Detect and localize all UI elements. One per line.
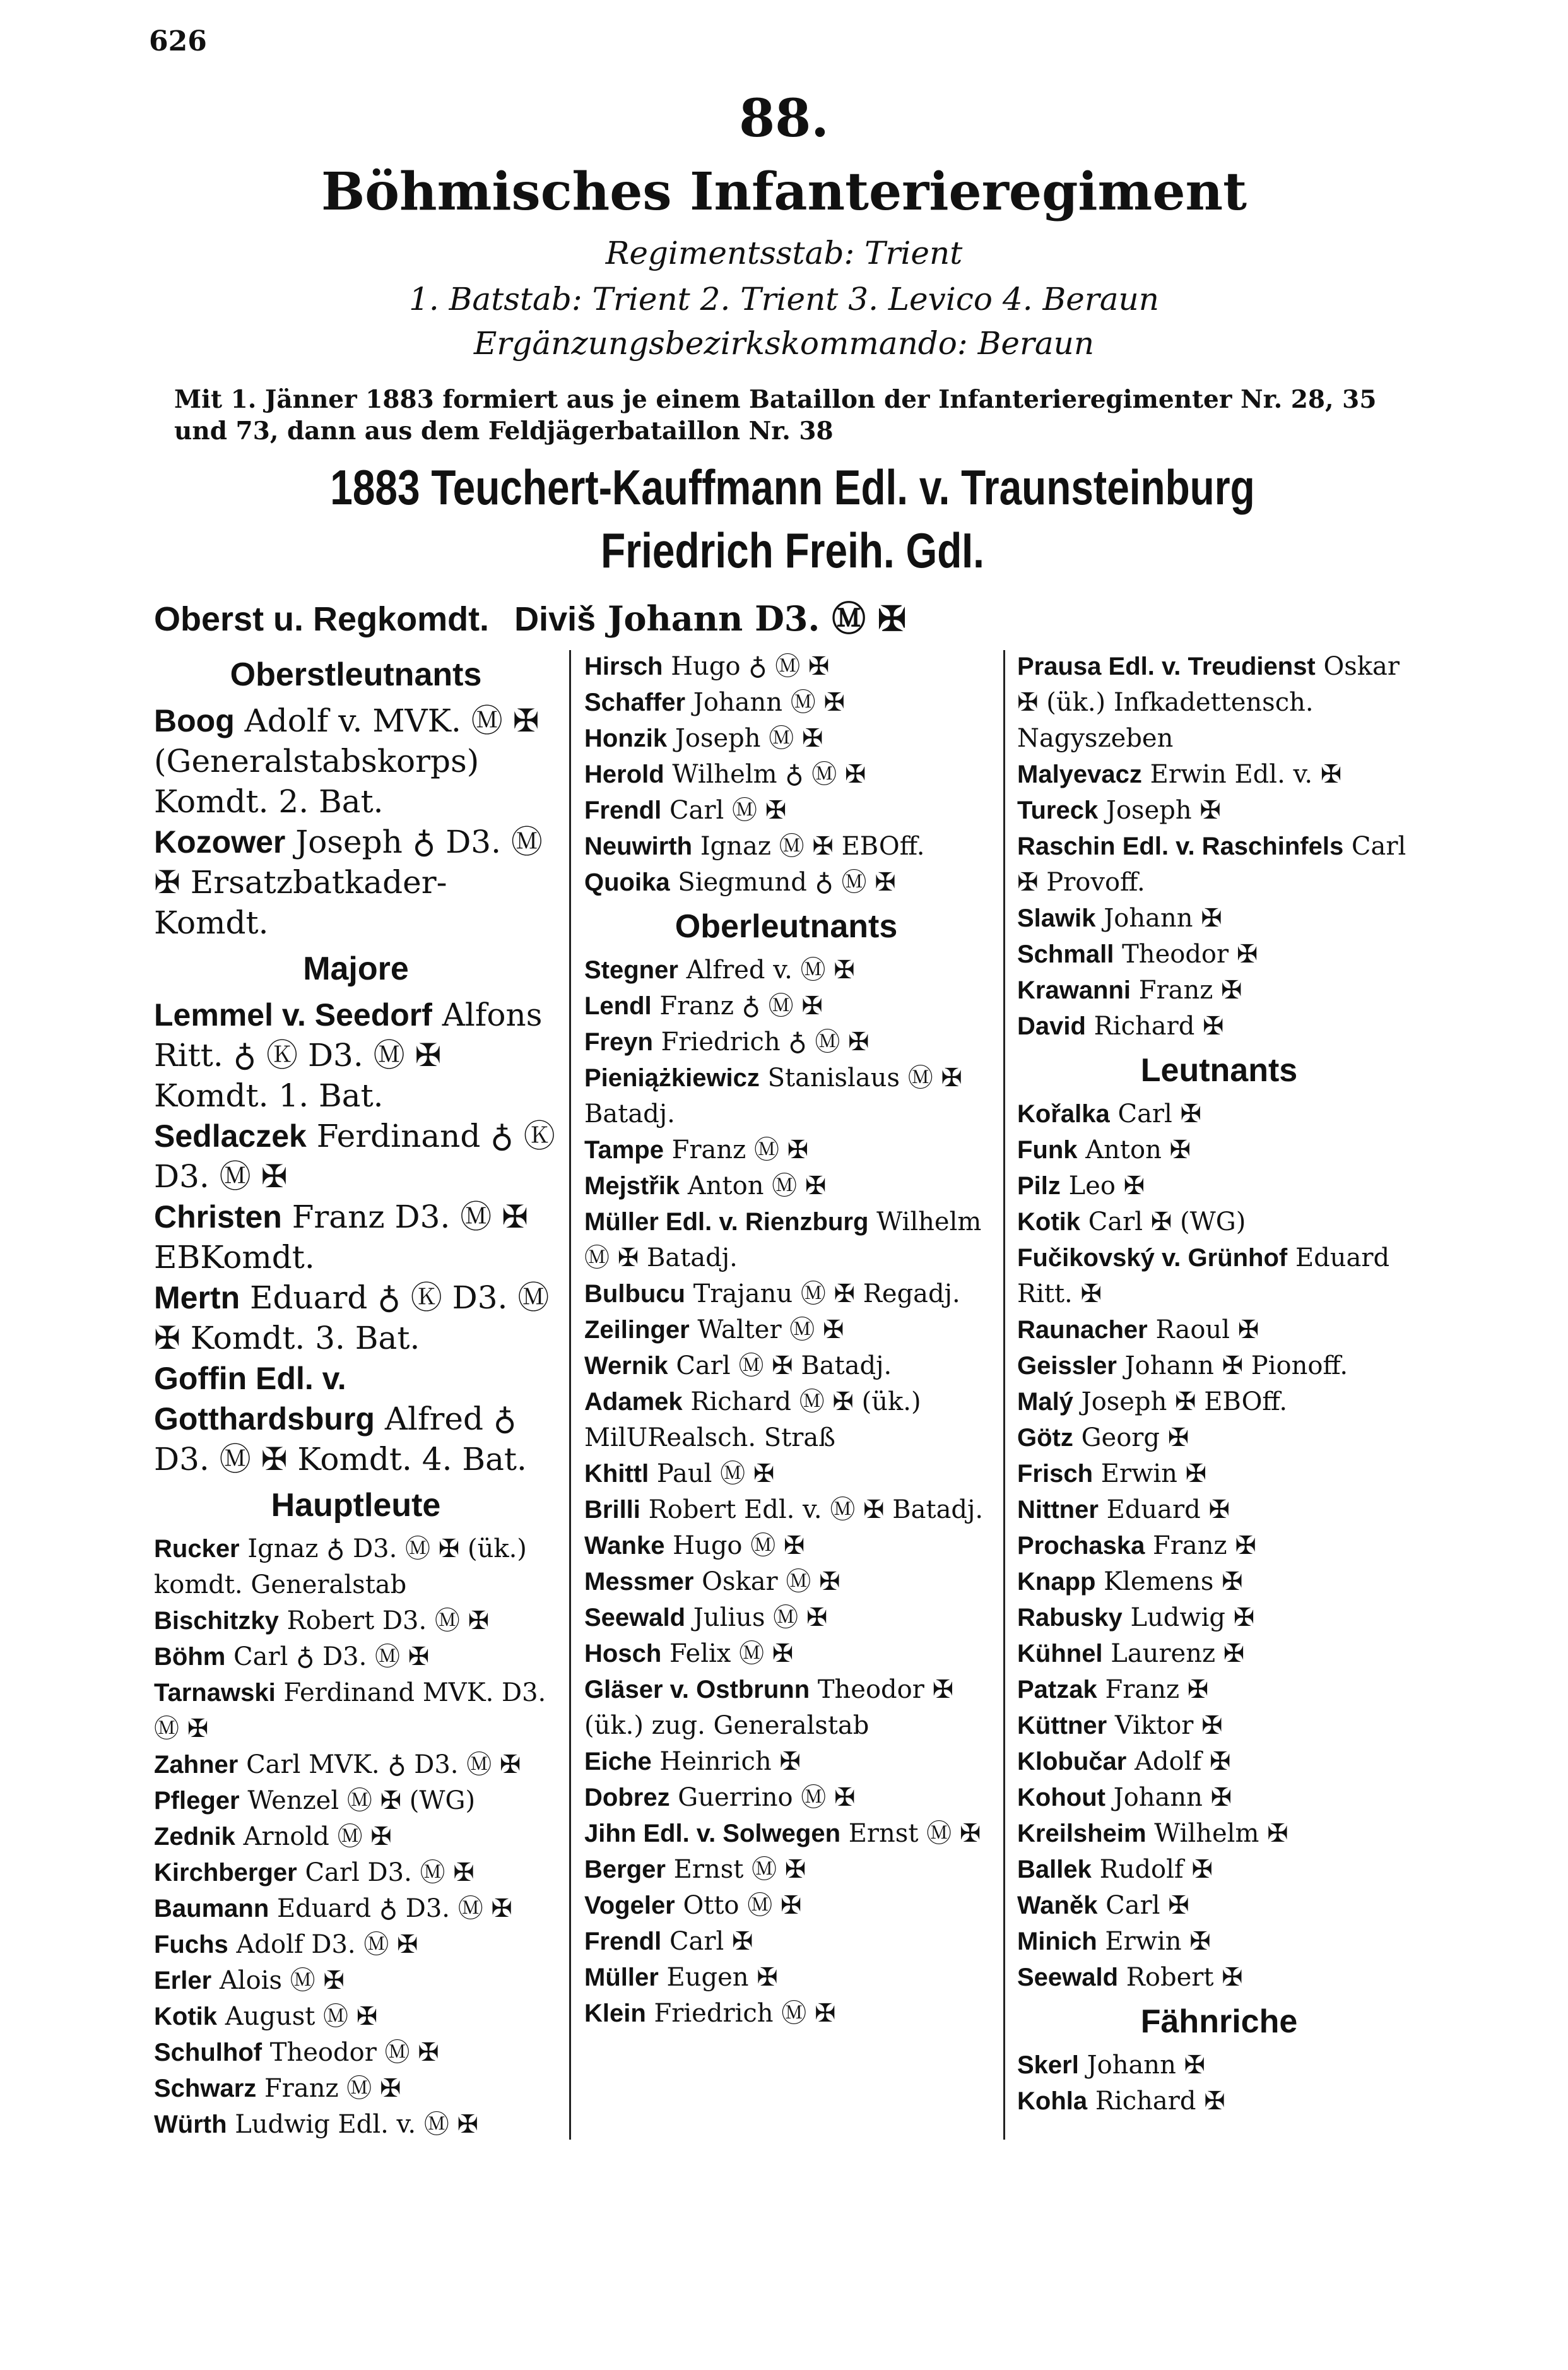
officer-entry — [584, 793, 988, 829]
officer-details: Leo ✠ — [1060, 1171, 1145, 1200]
officer-entry — [1017, 2047, 1421, 2083]
officer-details: Arnold Ⓜ ✠ — [235, 1822, 392, 1851]
officer-surname: Fuchs — [154, 1931, 228, 1958]
officer-entry — [584, 1564, 988, 1600]
officer-surname: Malyevacz — [1017, 761, 1142, 788]
section-heading-faehnriche: Fähnriche — [1140, 2003, 1298, 2040]
officer-entry — [1017, 1204, 1421, 1240]
officer-surname: Honzik — [584, 725, 668, 752]
roster-column-3 — [1017, 649, 1421, 2119]
officer-entry — [1017, 901, 1421, 937]
officer-entry — [584, 1888, 988, 1924]
officer-details: Klemens ✠ — [1095, 1567, 1243, 1596]
officer-surname: Kohla — [1017, 2087, 1088, 2115]
officer-surname: Kühnel — [1017, 1640, 1103, 1668]
officer-entry — [1017, 829, 1421, 901]
officer-details: Ernst Ⓜ ✠ — [665, 1855, 806, 1884]
officer-details: Wilhelm ♁ Ⓜ ✠ — [664, 760, 866, 789]
officer-surname: Müller — [584, 1964, 659, 1991]
officer-entry — [584, 1024, 988, 1060]
officer-entry — [154, 1783, 558, 1819]
officer-surname: Schwarz — [154, 2075, 257, 2102]
officer-details: Joseph ♁ D3. Ⓜ ✠ Ersatzbatkader-Komdt. — [154, 824, 553, 941]
roster-column-1 — [154, 649, 565, 2143]
officer-entry — [154, 1747, 558, 1783]
officer-surname: Raschin Edl. v. Raschinfels — [1017, 832, 1344, 860]
officer-details: Laurenz ✠ — [1102, 1639, 1245, 1668]
officer-entry — [584, 1600, 988, 1636]
officer-entry — [154, 1675, 558, 1747]
officer-details: Franz Ⓜ ✠ — [663, 1135, 809, 1164]
officer-entry — [154, 1116, 565, 1197]
officer-entry — [584, 1060, 988, 1132]
officer-details: Johann ✠ — [1105, 1783, 1232, 1812]
officer-details: Joseph ✠ — [1098, 796, 1221, 825]
officer-details: Felix Ⓜ ✠ — [661, 1639, 794, 1668]
officer-surname: Klobučar — [1017, 1748, 1127, 1775]
officer-list — [584, 952, 988, 2032]
officer-surname: Waněk — [1017, 1892, 1098, 1919]
officer-entry — [1017, 1096, 1421, 1132]
regiment-commander-line — [154, 592, 906, 641]
officer-surname: Kotik — [1017, 1208, 1080, 1236]
officer-entry — [1017, 1456, 1421, 1492]
officer-surname: Prausa Edl. v. Treudienst — [1017, 653, 1316, 680]
officer-details: Johann ✠ — [1078, 2051, 1206, 2080]
officer-entry — [1017, 793, 1421, 829]
officer-entry — [1017, 1009, 1421, 1045]
officer-details: Theodor Ⓜ ✠ — [262, 2038, 439, 2067]
section-heading-majore: Majore — [303, 951, 409, 987]
officer-details: Joseph ✠ EBOff. — [1073, 1387, 1288, 1416]
officer-details: Eduard Ritt. ✠ — [1017, 1243, 1398, 1308]
officer-details: Carl ✠ Provoff. — [1017, 832, 1415, 897]
officer-entry — [154, 1963, 558, 1999]
officer-list — [154, 995, 565, 1479]
officer-details: Johann Ⓜ ✠ — [685, 688, 845, 717]
officer-details: Guerrino Ⓜ ✠ — [669, 1783, 856, 1812]
officer-details: Franz ♁ Ⓜ ✠ — [651, 992, 823, 1021]
officer-entry — [154, 995, 558, 1116]
officer-entry — [584, 1168, 988, 1204]
officer-entry — [1017, 1636, 1421, 1672]
officer-details: Siegmund ♁ Ⓜ ✠ — [669, 868, 896, 897]
officer-details: Friedrich ♁ Ⓜ ✠ — [652, 1028, 869, 1057]
battalion-staff-line: 1. Batstab: Trient 2. Trient 3. Levico 4. Beraun — [409, 281, 1159, 317]
officer-details: Ferdinand MVK. D3. Ⓜ ✠ — [154, 1678, 554, 1743]
officer-entry — [1017, 1780, 1421, 1816]
officer-list — [154, 1531, 558, 2143]
officer-entry — [584, 1348, 988, 1384]
officer-details: Erwin ✠ — [1093, 1459, 1207, 1488]
officer-details: Franz ✠ — [1131, 976, 1242, 1005]
officer-surname: Böhm — [154, 1643, 226, 1671]
officer-details: Franz ✠ — [1145, 1531, 1256, 1560]
officer-surname: Rabusky — [1017, 1604, 1123, 1632]
officer-list — [1017, 2047, 1421, 2119]
officer-details: Ludwig ✠ — [1122, 1603, 1255, 1632]
officer-surname: Götz — [1017, 1424, 1073, 1452]
officer-entry — [154, 1927, 558, 1963]
officer-details: Carl Ⓜ ✠ Batadj. — [668, 1351, 892, 1380]
page-number: 626 — [149, 25, 207, 57]
officer-surname: Kirchberger — [154, 1859, 297, 1887]
officer-entry — [584, 1204, 988, 1276]
section-heading-oberleutnants: Oberleutnants — [675, 908, 898, 945]
officer-surname: Lendl — [584, 992, 652, 1020]
officer-surname: Nittner — [1017, 1496, 1099, 1524]
officer-details: Trajanu Ⓜ ✠ Regadj. — [685, 1279, 960, 1308]
officer-entry — [1017, 1600, 1421, 1636]
officer-details: Ludwig Edl. v. Ⓜ ✠ — [227, 2110, 479, 2139]
officer-details: Theodor ✠ — [1114, 940, 1258, 969]
regiment-owner: 1883 Teuchert-Kauffmann Edl. v. Traunsteinburg Friedrich Freih. GdI. — [330, 459, 1255, 578]
officer-surname: Goffin Edl. v. Gotthardsburg — [154, 1361, 375, 1437]
officer-list — [1017, 1096, 1421, 1996]
officer-details: Anton ✠ — [1077, 1135, 1191, 1164]
officer-entry — [1017, 1960, 1421, 1996]
officer-surname: Klein — [584, 2000, 646, 2027]
officer-details: Johann ✠ — [1095, 904, 1222, 933]
column-divider — [1003, 650, 1005, 2140]
officer-details: Eugen ✠ — [658, 1963, 778, 1992]
officer-surname: Zednik — [154, 1823, 235, 1851]
officer-entry — [1017, 757, 1421, 793]
officer-surname: Kotik — [154, 2003, 217, 2030]
officer-surname: Pieniążkiewicz — [584, 1064, 760, 1092]
officer-entry — [584, 1492, 988, 1528]
recruiting-district-line: Ergänzungsbezirkskommando: Beraun — [473, 325, 1095, 362]
officer-entry — [584, 1456, 988, 1492]
officer-entry — [1017, 1708, 1421, 1744]
officer-details: Richard ✠ — [1085, 1012, 1224, 1041]
officer-entry — [1017, 1312, 1421, 1348]
officer-surname: Brilli — [584, 1496, 640, 1524]
officer-entry — [1017, 1132, 1421, 1168]
officer-details: Carl D3. Ⓜ ✠ — [297, 1858, 475, 1887]
officer-entry — [154, 1358, 558, 1479]
officer-entry — [154, 2071, 558, 2107]
officer-entry — [154, 2035, 558, 2071]
officer-details: Heinrich ✠ — [651, 1747, 801, 1776]
officer-surname: Bischitzky — [154, 1607, 279, 1635]
officer-surname: Hirsch — [584, 653, 663, 680]
officer-surname: Messmer — [584, 1568, 694, 1596]
officer-surname: Krawanni — [1017, 976, 1131, 1004]
officer-entry — [584, 1780, 988, 1816]
officer-entry — [1017, 1924, 1421, 1960]
regiment-title: Böhmisches Infanterieregiment — [321, 162, 1247, 222]
officer-entry — [584, 1852, 988, 1888]
officer-entry — [584, 1924, 988, 1960]
officer-entry — [1017, 649, 1421, 757]
officer-details: Wenzel Ⓜ ✠ (WG) — [239, 1786, 476, 1815]
officer-surname: Pilz — [1017, 1172, 1061, 1200]
officer-surname: Tureck — [1017, 797, 1099, 824]
officer-surname: Bulbucu — [584, 1280, 685, 1308]
officer-details: Erwin ✠ — [1097, 1927, 1211, 1956]
formation-note: Mit 1. Jänner 1883 formiert aus je einem Bataillon der Infanterieregimenter Nr. 28, 35 und 73, dann aus dem Feldjägerbataillon Nr. 38 — [174, 385, 1377, 446]
officer-surname: Wanke — [584, 1532, 665, 1560]
officer-surname: Baumann — [154, 1895, 269, 1923]
officer-surname: Gläser v. Ostbrunn — [584, 1676, 810, 1703]
officer-details: Alfons Ritt. ♁ Ⓚ D3. Ⓜ ✠ Komdt. 1. Bat. — [154, 997, 553, 1114]
officer-details: Franz ✠ — [1097, 1675, 1209, 1704]
officer-surname: Tampe — [584, 1136, 664, 1164]
officer-details: Viktor ✠ — [1107, 1711, 1223, 1740]
officer-entry — [584, 1312, 988, 1348]
officer-surname: Müller Edl. v. Rienzburg — [584, 1208, 869, 1236]
officer-entry — [584, 829, 988, 865]
officer-entry — [1017, 1168, 1421, 1204]
officer-entry — [154, 1197, 558, 1277]
regiment-staff-line: Regimentsstab: Trient — [605, 235, 963, 271]
officer-entry — [154, 1639, 558, 1675]
officer-entry — [154, 2107, 558, 2143]
officer-details: Erwin Edl. v. ✠ — [1141, 760, 1342, 789]
officer-surname: Khittl — [584, 1460, 649, 1488]
officer-entry — [154, 1531, 558, 1603]
officer-surname: Christen — [154, 1199, 282, 1235]
officer-entry — [1017, 1420, 1421, 1456]
section-heading-hauptleute: Hauptleute — [271, 1487, 441, 1524]
officer-details: Carl ✠ — [1097, 1891, 1189, 1920]
officer-surname: Vogeler — [584, 1892, 675, 1919]
officer-details: Carl ♁ D3. Ⓜ ✠ — [225, 1642, 430, 1671]
officer-surname: Kohout — [1017, 1784, 1105, 1811]
officer-entry — [584, 988, 988, 1024]
officer-surname: Eiche — [584, 1748, 652, 1775]
officer-entry — [1017, 2083, 1421, 2119]
officer-surname: Fučikovský v. Grünhof — [1017, 1244, 1288, 1272]
officer-details: Oskar Ⓜ ✠ — [693, 1567, 840, 1596]
officer-details: Ernst Ⓜ ✠ — [840, 1819, 981, 1848]
officer-details: Ferdinand ♁ Ⓚ D3. Ⓜ ✠ — [154, 1118, 565, 1195]
officer-surname: Berger — [584, 1856, 666, 1883]
officer-entry — [584, 721, 988, 757]
officer-surname: Kozower — [154, 824, 286, 860]
officer-surname: Malý — [1017, 1388, 1073, 1416]
officer-surname: Stegner — [584, 956, 678, 984]
officer-details: Franz Ⓜ ✠ — [256, 2074, 401, 2103]
officer-surname: Geissler — [1017, 1352, 1117, 1380]
officer-details: Richard ✠ — [1087, 2087, 1225, 2116]
officer-surname: Frendl — [584, 797, 662, 824]
officer-details: Carl MVK. ♁ D3. Ⓜ ✠ — [238, 1750, 521, 1779]
officer-surname: Zeilinger — [584, 1316, 690, 1344]
officer-details: Adolf D3. Ⓜ ✠ — [228, 1930, 418, 1959]
officer-details: Anton Ⓜ ✠ — [680, 1171, 827, 1200]
officer-entry — [1017, 1672, 1421, 1708]
officer-surname: Herold — [584, 761, 664, 788]
officer-entry — [154, 1603, 558, 1639]
officer-entry — [1017, 1240, 1421, 1312]
officer-details: Ignaz Ⓜ ✠ EBOff. — [692, 832, 925, 861]
officer-surname: Slawik — [1017, 904, 1096, 932]
officer-details: Stanislaus Ⓜ ✠ Batadj. — [584, 1064, 970, 1129]
officer-entry — [584, 1636, 988, 1672]
officer-entry — [1017, 1852, 1421, 1888]
officer-surname: Schmall — [1017, 940, 1114, 968]
officer-list — [584, 649, 988, 901]
officer-entry — [584, 865, 988, 901]
officer-details: Alfred ♁ D3. Ⓜ ✠ Komdt. 4. Bat. — [154, 1401, 527, 1478]
officer-surname: Adamek — [584, 1388, 683, 1416]
officer-details: Hugo Ⓜ ✠ — [664, 1531, 805, 1560]
officer-entry — [1017, 1816, 1421, 1852]
officer-surname: Rucker — [154, 1535, 240, 1563]
officer-entry — [154, 1999, 558, 2035]
officer-details: Alfred v. Ⓜ ✠ — [678, 956, 855, 985]
officer-entry — [1017, 1492, 1421, 1528]
commander-surname: Diviš — [514, 600, 596, 638]
officer-entry — [584, 1384, 988, 1456]
officer-entry — [1017, 1744, 1421, 1780]
officer-details: Paul Ⓜ ✠ — [649, 1459, 775, 1488]
officer-surname: Hosch — [584, 1640, 662, 1668]
officer-entry — [584, 685, 988, 721]
officer-surname: Küttner — [1017, 1712, 1107, 1739]
officer-surname: Skerl — [1017, 2051, 1079, 2079]
officer-details: Rudolf ✠ — [1091, 1855, 1213, 1884]
officer-surname: Knapp — [1017, 1568, 1096, 1596]
officer-surname: Tarnawski — [154, 1679, 276, 1707]
officer-details: Carl ✠ (WG) — [1080, 1207, 1246, 1236]
officer-details: Carl ✠ — [661, 1927, 753, 1956]
officer-entry — [154, 822, 558, 943]
officer-surname: Erler — [154, 1967, 212, 1994]
officer-surname: Kreilsheim — [1017, 1820, 1147, 1847]
officer-surname: Mejstřik — [584, 1172, 680, 1200]
officer-entry — [584, 1996, 988, 2032]
officer-details: Theodor ✠ (ük.) zug. Generalstab — [584, 1675, 962, 1740]
officer-surname: Prochaska — [1017, 1532, 1145, 1560]
officer-details: Carl ✠ — [1109, 1099, 1202, 1129]
officer-details: Hugo ♁ Ⓜ ✠ — [663, 652, 830, 681]
roster-column-2 — [584, 649, 988, 2032]
officer-surname: Pfleger — [154, 1787, 240, 1815]
officer-entry — [154, 1891, 558, 1927]
officer-details: Adolf ✠ — [1126, 1747, 1231, 1776]
officer-details: Walter Ⓜ ✠ — [689, 1315, 844, 1344]
officer-surname: Seewald — [584, 1604, 686, 1632]
officer-details: Carl Ⓜ ✠ — [661, 796, 787, 825]
officer-entry — [154, 1277, 558, 1358]
officer-surname: Schaffer — [584, 689, 686, 716]
officer-details: Georg ✠ — [1073, 1423, 1189, 1452]
officer-entry — [584, 1744, 988, 1780]
officer-entry — [1017, 1384, 1421, 1420]
officer-details: Julius Ⓜ ✠ — [685, 1603, 828, 1632]
section-heading-oberstleutnants: Oberstleutnants — [230, 656, 482, 693]
officer-surname: Freyn — [584, 1028, 653, 1056]
officer-details: Eduard ♁ Ⓚ D3. Ⓜ ✠ Komdt. 3. Bat. — [154, 1279, 560, 1356]
officer-details: Franz D3. Ⓜ ✠ EBKomdt. — [154, 1199, 538, 1276]
officer-details: Johann ✠ Pionoff. — [1116, 1351, 1348, 1380]
officer-details: Raoul ✠ — [1147, 1315, 1259, 1344]
officer-surname: Quoika — [584, 868, 670, 896]
officer-surname: Neuwirth — [584, 832, 693, 860]
officer-entry — [584, 1276, 988, 1312]
officer-details: Wilhelm ✠ — [1146, 1819, 1288, 1848]
officer-details: Robert ✠ — [1118, 1963, 1243, 1992]
officer-entry — [1017, 1564, 1421, 1600]
officer-entry — [584, 1132, 988, 1168]
officer-surname: Sedlaczek — [154, 1118, 307, 1154]
officer-details: Robert D3. Ⓜ ✠ — [278, 1606, 490, 1635]
officer-entry — [1017, 1528, 1421, 1564]
officer-surname: Minich — [1017, 1928, 1097, 1955]
officer-surname: Lemmel v. Seedorf — [154, 997, 432, 1033]
officer-details: Alois Ⓜ ✠ — [211, 1966, 345, 1995]
officer-surname: Zahner — [154, 1751, 239, 1779]
officer-surname: Raunacher — [1017, 1316, 1148, 1344]
commander-rank-label: Oberst u. Regkomdt. — [154, 600, 490, 638]
officer-details: Eduard ♁ D3. Ⓜ ✠ — [269, 1894, 512, 1923]
column-divider — [569, 650, 571, 2140]
officer-surname: Frisch — [1017, 1460, 1093, 1488]
officer-list — [154, 701, 558, 943]
officer-entry — [584, 649, 988, 685]
officer-surname: Seewald — [1017, 1964, 1119, 1991]
officer-entry — [584, 1672, 988, 1744]
officer-surname: Frendl — [584, 1928, 662, 1955]
commander-details: Johann D3. Ⓜ ✠ — [607, 598, 907, 639]
officer-details: Robert Edl. v. Ⓜ ✠ Batadj. — [640, 1495, 984, 1524]
officer-entry — [154, 1855, 558, 1891]
officer-details: Joseph Ⓜ ✠ — [667, 724, 823, 753]
officer-details: August Ⓜ ✠ — [217, 2002, 378, 2031]
officer-details: Ignaz ♁ D3. Ⓜ ✠ (ük.) komdt. Generalstab — [154, 1534, 535, 1599]
officer-list — [1017, 649, 1421, 1045]
officer-surname: Wernik — [584, 1352, 668, 1380]
officer-details: Otto Ⓜ ✠ — [675, 1891, 802, 1920]
officer-surname: Boog — [154, 703, 235, 738]
officer-entry — [1017, 1888, 1421, 1924]
officer-entry — [584, 952, 988, 988]
officer-details: Richard Ⓜ ✠ (ük.) MilURealsch. Straß — [584, 1387, 929, 1452]
officer-details: Friedrich Ⓜ ✠ — [645, 1999, 836, 2028]
officer-entry — [584, 1528, 988, 1564]
officer-entry — [584, 1960, 988, 1996]
officer-entry — [1017, 1348, 1421, 1384]
officer-details: Adolf v. MVK. Ⓜ ✠ (Generalstabskorps) Komdt. 2. Bat. — [154, 702, 550, 820]
officer-surname: Mertn — [154, 1280, 240, 1315]
officer-details: Wilhelm Ⓜ ✠ Batadj. — [584, 1207, 990, 1272]
officer-details: Eduard ✠ — [1098, 1495, 1230, 1524]
officer-entry — [584, 1816, 988, 1852]
officer-entry — [1017, 973, 1421, 1009]
officer-entry — [154, 1819, 558, 1855]
officer-surname: Schulhof — [154, 2039, 262, 2066]
officer-entry — [1017, 937, 1421, 973]
officer-surname: Kořalka — [1017, 1100, 1110, 1128]
officer-surname: Patzak — [1017, 1676, 1097, 1703]
officer-details: Oskar ✠ (ük.) Infkadettensch. Nagyszeben — [1017, 652, 1408, 753]
section-heading-leutnants: Leutnants — [1140, 1052, 1298, 1089]
officer-surname: Funk — [1017, 1136, 1078, 1164]
officer-surname: Würth — [154, 2111, 227, 2138]
officer-entry — [584, 757, 988, 793]
regiment-number: 88. — [739, 88, 829, 149]
officer-surname: Dobrez — [584, 1784, 670, 1811]
officer-entry — [154, 701, 558, 822]
officer-surname: Jihn Edl. v. Solwegen — [584, 1820, 840, 1847]
officer-surname: Ballek — [1017, 1856, 1092, 1883]
officer-surname: David — [1017, 1012, 1086, 1040]
